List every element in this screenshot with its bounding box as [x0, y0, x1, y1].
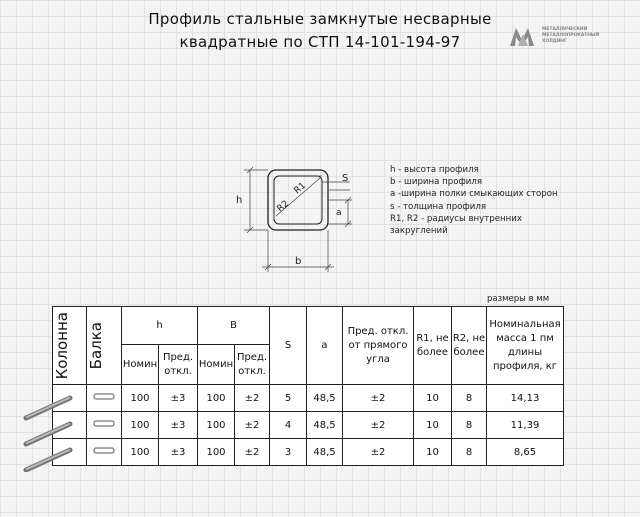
header-h: h — [122, 307, 198, 345]
header-angle-tolerance: Пред. откл. от прямого угла — [343, 307, 414, 385]
legend-item: R1, R2 - радиусы внутренних — [390, 213, 522, 224]
subheader-h-nomin: Номин — [122, 345, 159, 385]
header-r2: R2, не более — [452, 307, 487, 385]
header-balka: Балка — [87, 307, 122, 385]
header-r1: R1, не более — [414, 307, 452, 385]
beam-icon — [87, 385, 122, 412]
profile-cross-section-diagram — [230, 160, 360, 278]
logo-text: МЕТАЛЛИЧЕСКИЙ МЕТАЛЛОПРОКАТНЫЙ ХОЛДИНГ — [542, 27, 600, 44]
table-row: 100 ±3 100 ±2 5 48,5 ±2 10 8 14,13 — [53, 385, 564, 412]
units-note: размеры в мм — [487, 294, 550, 304]
mm-logo-icon — [508, 24, 540, 48]
title-line-2: квадратные по СТП 14-101-194-97 — [179, 33, 461, 51]
header-s: S — [270, 307, 307, 385]
header-mass: Номинальная масса 1 пм длины профиля, кг — [487, 307, 564, 385]
subheader-b-tol: Пред. откл. — [235, 345, 270, 385]
header-a: a — [307, 307, 343, 385]
dim-label-r2: R2 — [275, 198, 292, 215]
dim-label-r1: R1 — [292, 180, 309, 197]
table-row: 100 ±3 100 ±2 3 48,5 ±2 10 8 8,65 — [53, 439, 564, 466]
column-pipes-illustration — [20, 392, 80, 472]
dim-label-b: b — [295, 256, 302, 267]
company-logo — [508, 24, 604, 48]
subheader-b-nomin: Номин — [198, 345, 235, 385]
legend-item: s - толщина профиля — [390, 201, 487, 212]
beam-icon — [87, 412, 122, 439]
spec-table — [52, 306, 564, 466]
beam-icon — [87, 439, 122, 466]
title-line-1: Профиль стальные замкнутые несварные — [148, 10, 492, 28]
table-row: 100 ±3 100 ±2 4 48,5 ±2 10 8 11,39 — [53, 412, 564, 439]
legend — [390, 164, 590, 237]
legend-item: закруглений — [390, 226, 448, 237]
dim-label-a: a — [336, 208, 342, 218]
page-title — [120, 8, 520, 54]
subheader-h-tol: Пред. откл. — [159, 345, 198, 385]
dim-label-s: S — [342, 173, 349, 184]
header-b: B — [198, 307, 270, 345]
legend-item: b - ширина профиля — [390, 177, 483, 188]
dim-label-h: h — [236, 195, 243, 206]
legend-item: h - высота профиля — [390, 165, 479, 175]
header-kolonna: Колонна — [53, 307, 87, 385]
legend-item: а -ширина полки смыкающих сторон — [390, 189, 558, 200]
